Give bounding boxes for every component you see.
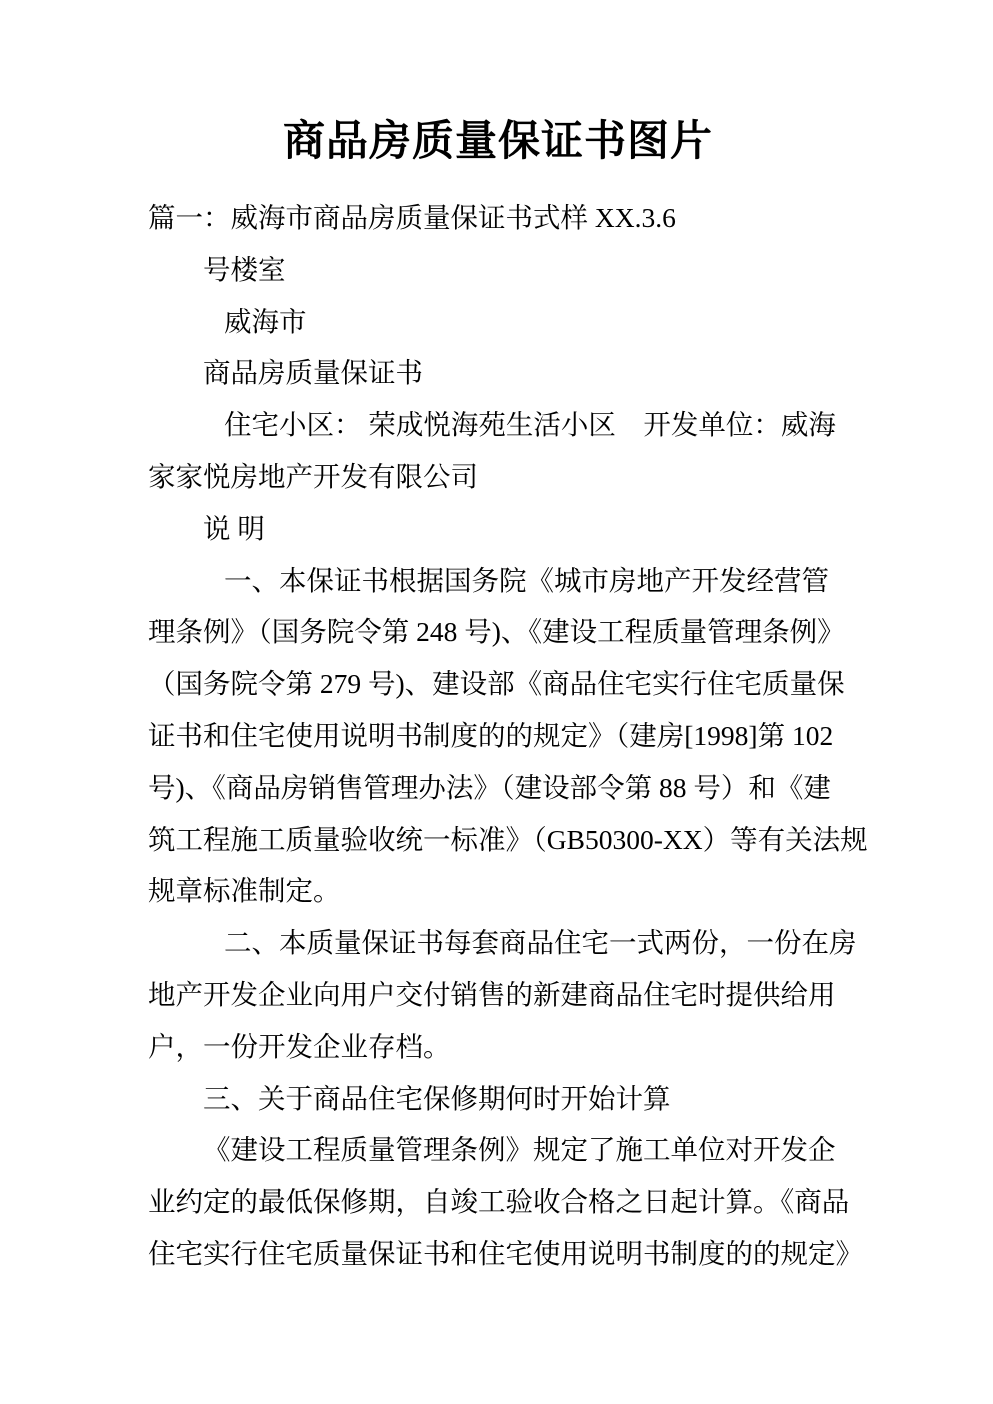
- document-line: 二、本质量保证书每套商品住宅一式两份，一份在房: [224, 927, 857, 959]
- document-line: 筑工程施工质量验收统一标准》（GB50300-XX）等有关法规: [148, 823, 868, 855]
- document-line: 号)、《商品房销售管理办法》（建设部令第 88 号）和《建: [148, 771, 831, 803]
- document-line: （国务院令第 279 号)、建设部《商品住宅实行住宅质量保: [148, 668, 845, 700]
- document-line: 住宅小区： 荣成悦海苑生活小区 开发单位：威海: [224, 409, 836, 441]
- document-line: 证书和住宅使用说明书制度的的规定》（建房[1998]第 102: [148, 719, 834, 751]
- document-line: 户，一份开发企业存档。: [148, 1030, 451, 1062]
- document-line: 理条例》（国务院令第 248 号)、《建设工程质量管理条例》: [148, 616, 845, 648]
- document-line: 篇一：威海市商品房质量保证书式样 XX.3.6: [148, 202, 676, 233]
- document-body: [148, 192, 868, 1280]
- document-line: 一、本保证书根据国务院《城市房地产开发经营管: [224, 564, 829, 596]
- document-line: 《建设工程质量管理条例》规定了施工单位对开发企: [203, 1134, 836, 1166]
- document-line: 地产开发企业向用户交付销售的新建商品住宅时提供给用: [148, 978, 836, 1010]
- document-line: 商品房质量保证书: [203, 357, 423, 389]
- document-line: 三、关于商品住宅保修期何时开始计算: [203, 1082, 671, 1114]
- document-line: 家家悦房地产开发有限公司: [148, 460, 478, 492]
- document-content: [148, 0, 868, 1404]
- document-line: 住宅实行住宅质量保证书和住宅使用说明书制度的的规定》: [148, 1237, 863, 1269]
- document-line: 号楼室: [203, 253, 286, 285]
- document-line: 威海市: [224, 305, 307, 337]
- document-line: 说 明: [203, 512, 265, 544]
- page-title: 商品房质量保证书图片: [282, 119, 713, 165]
- document-line: 规章标准制定。: [148, 875, 341, 907]
- document-line: 业约定的最低保修期，自竣工验收合格之日起计算。《商品: [148, 1186, 850, 1218]
